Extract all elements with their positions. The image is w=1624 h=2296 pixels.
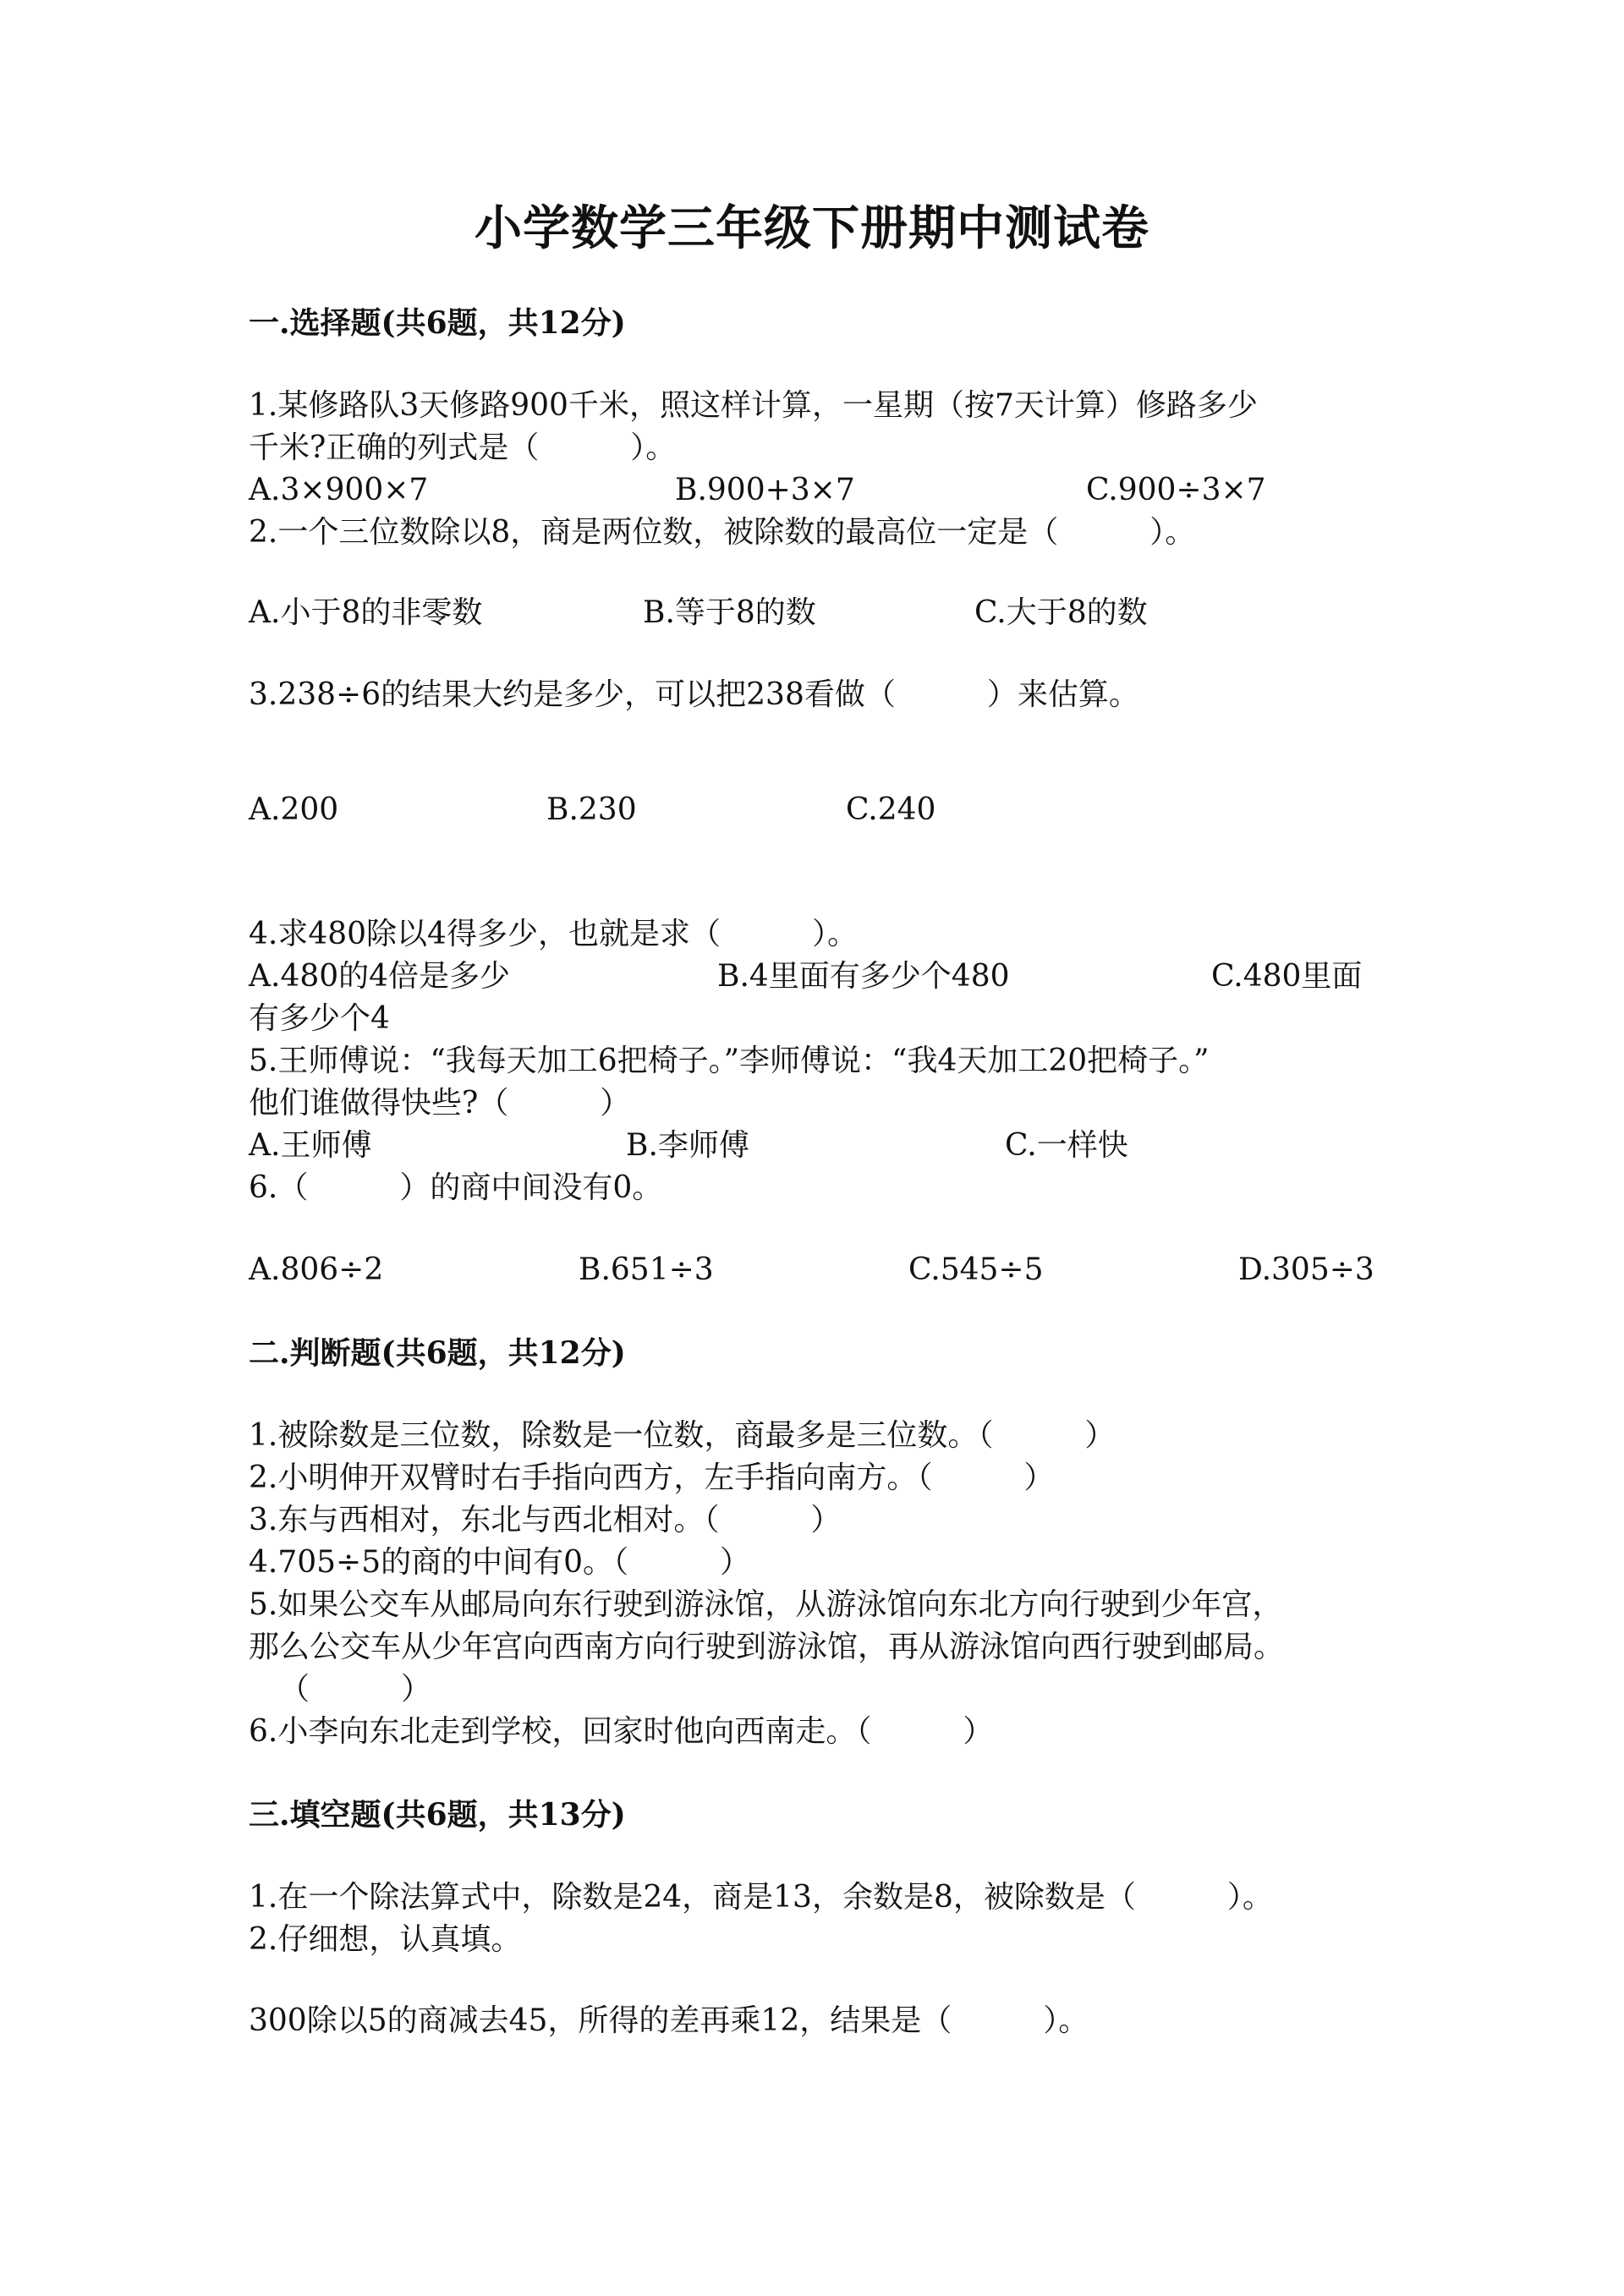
option-b: B.230 [546, 792, 637, 827]
question-text: 3.238÷6的结果大约是多少，可以把238看做（ ）来估算。 [249, 677, 1139, 712]
option-c: C.480里面 [1211, 959, 1363, 994]
question-text: 2.小明伸开双臂时右手指向西方，左手指向南方。（ ） [249, 1460, 1055, 1495]
question-text: 1.被除数是三位数，除数是一位数，商最多是三位数。（ ） [249, 1418, 1116, 1453]
question-text: 他们谁做得快些?（ ） [249, 1086, 631, 1121]
question-text: 5.如果公交车从邮局向东行驶到游泳馆，从游泳馆向东北方向行驶到少年宫， [249, 1587, 1283, 1622]
option-c: C.一样快 [1005, 1128, 1128, 1163]
option-d: D.305÷3 [1238, 1252, 1374, 1287]
question-text: 3.东与西相对，东北与西北相对。（ ） [249, 1503, 842, 1537]
option-a: A.806÷2 [249, 1252, 384, 1287]
question-text: 2.仔细想，认真填。 [249, 1922, 522, 1957]
question-text: 4.705÷5的商的中间有0。（ ） [249, 1545, 751, 1580]
answer-blank: （ ） [279, 1672, 432, 1707]
option-b: B.651÷3 [579, 1252, 714, 1287]
question-text: 4.求480除以4得多少，也就是求（ ）。 [249, 917, 858, 951]
section-heading-choice: 一.选择题(共6题，共12分) [249, 305, 626, 341]
option-a: A.480的4倍是多少 [249, 959, 511, 994]
option-c: C.545÷5 [908, 1252, 1044, 1287]
section-heading-fill: 三.填空题(共6题，共13分) [249, 1797, 626, 1833]
option-c: C.大于8的数 [974, 595, 1148, 630]
option-c: C.900÷3×7 [1086, 473, 1266, 507]
question-text: 300除以5的商减去45，所得的差再乘12，结果是（ ）。 [249, 2003, 1089, 2038]
question-text: 1.在一个除法算式中，除数是24，商是13，余数是8，被除数是（ ）。 [249, 1880, 1273, 1915]
option-a: A.200 [249, 792, 339, 827]
option-a: A.3×900×7 [249, 473, 429, 507]
question-text: 1.某修路队3天修路900千米，照这样计算，一星期（按7天计算）修路多少 [249, 388, 1258, 423]
option-b: B.4里面有多少个480 [717, 959, 1010, 994]
question-text: 6.小李向东北走到学校，回家时他向西南走。（ ） [249, 1714, 994, 1749]
question-text: 2.一个三位数除以8，商是两位数，被除数的最高位一定是（ ）。 [249, 515, 1196, 550]
option-c-continued: 有多少个4 [249, 1001, 390, 1036]
page-title: 小学数学三年级下册期中测试卷 [475, 200, 1149, 256]
option-a: A.王师傅 [249, 1128, 372, 1163]
question-text: 5.王师傅说：“我每天加工6把椅子。”李师傅说：“我4天加工20把椅子。” [249, 1044, 1210, 1078]
question-text: 6.（ ）的商中间没有0。 [249, 1170, 663, 1205]
option-b: B.李师傅 [626, 1128, 749, 1163]
question-text: 千米?正确的列式是（ ）。 [249, 430, 677, 465]
question-text: 那么公交车从少年宫向西南方向行驶到游泳馆，再从游泳馆向西行驶到邮局。 [249, 1630, 1285, 1664]
option-b: B.900+3×7 [675, 473, 855, 507]
option-c: C.240 [846, 792, 936, 827]
section-heading-judge: 二.判断题(共6题，共12分) [249, 1335, 626, 1371]
option-a: A.小于8的非零数 [249, 595, 483, 630]
option-b: B.等于8的数 [643, 595, 816, 630]
